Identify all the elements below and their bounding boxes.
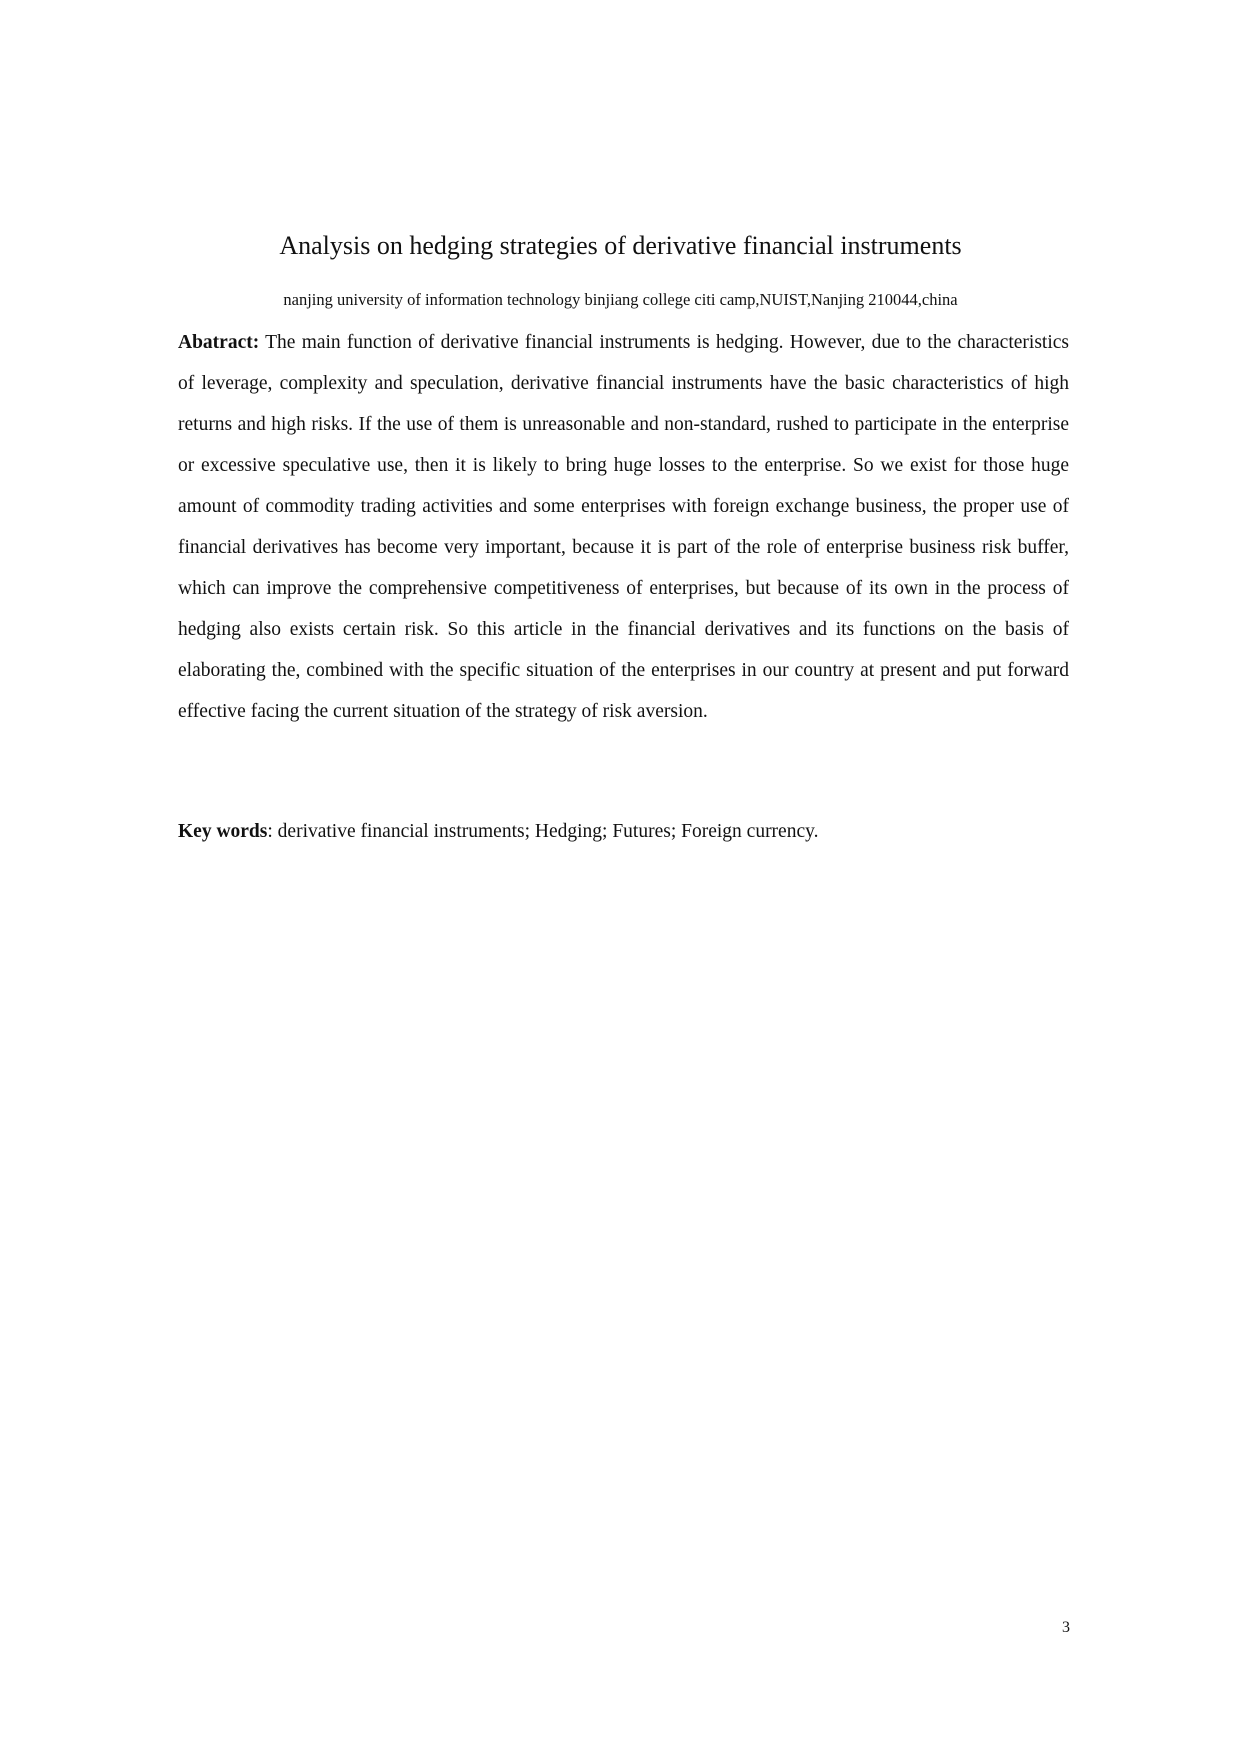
paper-title: Analysis on hedging strategies of derivative financial instruments bbox=[279, 231, 962, 260]
abstract-text: The main function of derivative financial instruments is hedging. However, due to the characteristics of leverage, complexity and speculation, derivative financial instruments have the basic characteristics of high returns and high risks. If the use of them is unreasonable and non-standard, rushed to participate in the enterprise or excessive speculative use, then it is likely to bring huge losses to the enterprise. So we exist for those huge amount of commodity trading activities and some enterprises with foreign exchange business, the proper use of financial derivatives has become very important, because it is part of the role of enterprise business risk buffer, which can improve the comprehensive competitiveness of enterprises, but because of its own in the process of hedging also exists certain risk. So this article in the financial derivatives and its functions on the basis of elaborating the, combined with the specific situation of the enterprises in our country at present and put forward effective facing the current situation of the strategy of risk aversion. bbox=[178, 332, 1069, 722]
abstract-label: Abatract: bbox=[178, 332, 260, 353]
keywords-line bbox=[178, 814, 1069, 850]
keywords-label: Key words bbox=[178, 821, 268, 842]
author-affiliation: nanjing university of information technology binjiang college citi camp,NUIST,Nanjing 210044,china bbox=[283, 290, 958, 309]
page-number: 3 bbox=[1062, 1619, 1070, 1636]
keywords-text: derivative financial instruments; Hedging; Futures; Foreign currency. bbox=[277, 821, 819, 842]
keywords-separator: : bbox=[267, 821, 273, 842]
abstract-paragraph bbox=[178, 322, 1069, 732]
